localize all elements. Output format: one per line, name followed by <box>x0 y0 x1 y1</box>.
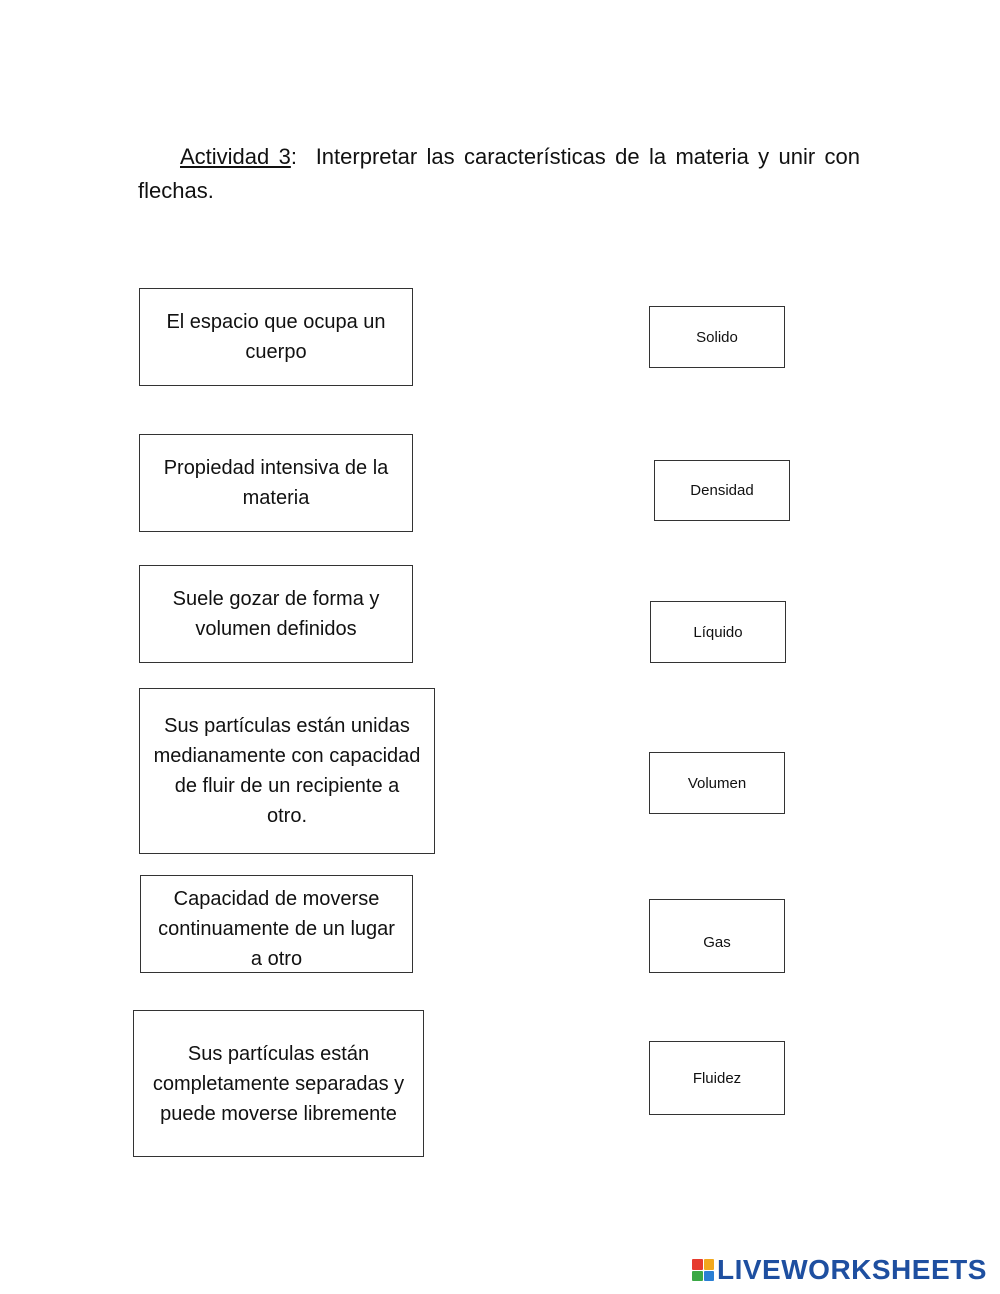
brand-name: LIVEWORKSHEETS <box>717 1254 987 1285</box>
activity-colon: : <box>290 144 297 169</box>
term-text: Volumen <box>687 774 747 792</box>
activity-instruction <box>138 140 860 208</box>
description-box-2[interactable] <box>139 434 413 532</box>
term-box-5[interactable] <box>649 899 785 973</box>
liveworksheets-icon <box>692 1259 714 1281</box>
icon-square-red <box>692 1259 703 1270</box>
icon-square-blue <box>704 1271 715 1282</box>
term-box-1[interactable] <box>649 306 785 368</box>
description-box-6[interactable] <box>133 1010 424 1157</box>
description-text: Capacidad de moverse continuamente de un lugar a otro <box>158 888 395 970</box>
description-text: Sus partículas están completamente separadas y puede moverse libremente <box>152 1042 405 1125</box>
description-text: Sus partículas están unidas medianamente con capacidad de fluir de un recipiente a otro. <box>153 715 421 827</box>
activity-text: Interpretar las características de la materia y unir con flechas. <box>138 144 860 203</box>
activity-label: Actividad 3 <box>180 144 291 169</box>
term-text: Densidad <box>690 482 754 499</box>
description-text: Suele gozar de forma y volumen definidos <box>172 588 380 640</box>
description-box-3[interactable] <box>139 565 413 663</box>
icon-square-green <box>692 1271 703 1282</box>
description-text: El espacio que ocupa un cuerpo <box>166 311 386 363</box>
description-text: Propiedad intensiva de la materia <box>163 457 389 509</box>
description-box-1[interactable] <box>139 288 413 386</box>
term-box-6[interactable] <box>649 1041 785 1115</box>
term-text: Solido <box>696 328 738 346</box>
description-box-4[interactable] <box>139 688 435 854</box>
icon-square-yellow <box>704 1259 715 1270</box>
liveworksheets-logo <box>692 1255 987 1285</box>
term-text: Líquido <box>693 623 743 641</box>
term-box-2[interactable] <box>654 460 790 521</box>
description-box-5[interactable] <box>140 875 413 973</box>
term-text: Fluidez <box>692 1069 742 1087</box>
term-box-4[interactable] <box>649 752 785 814</box>
term-box-3[interactable] <box>650 601 786 663</box>
term-text: Gas <box>703 933 731 951</box>
